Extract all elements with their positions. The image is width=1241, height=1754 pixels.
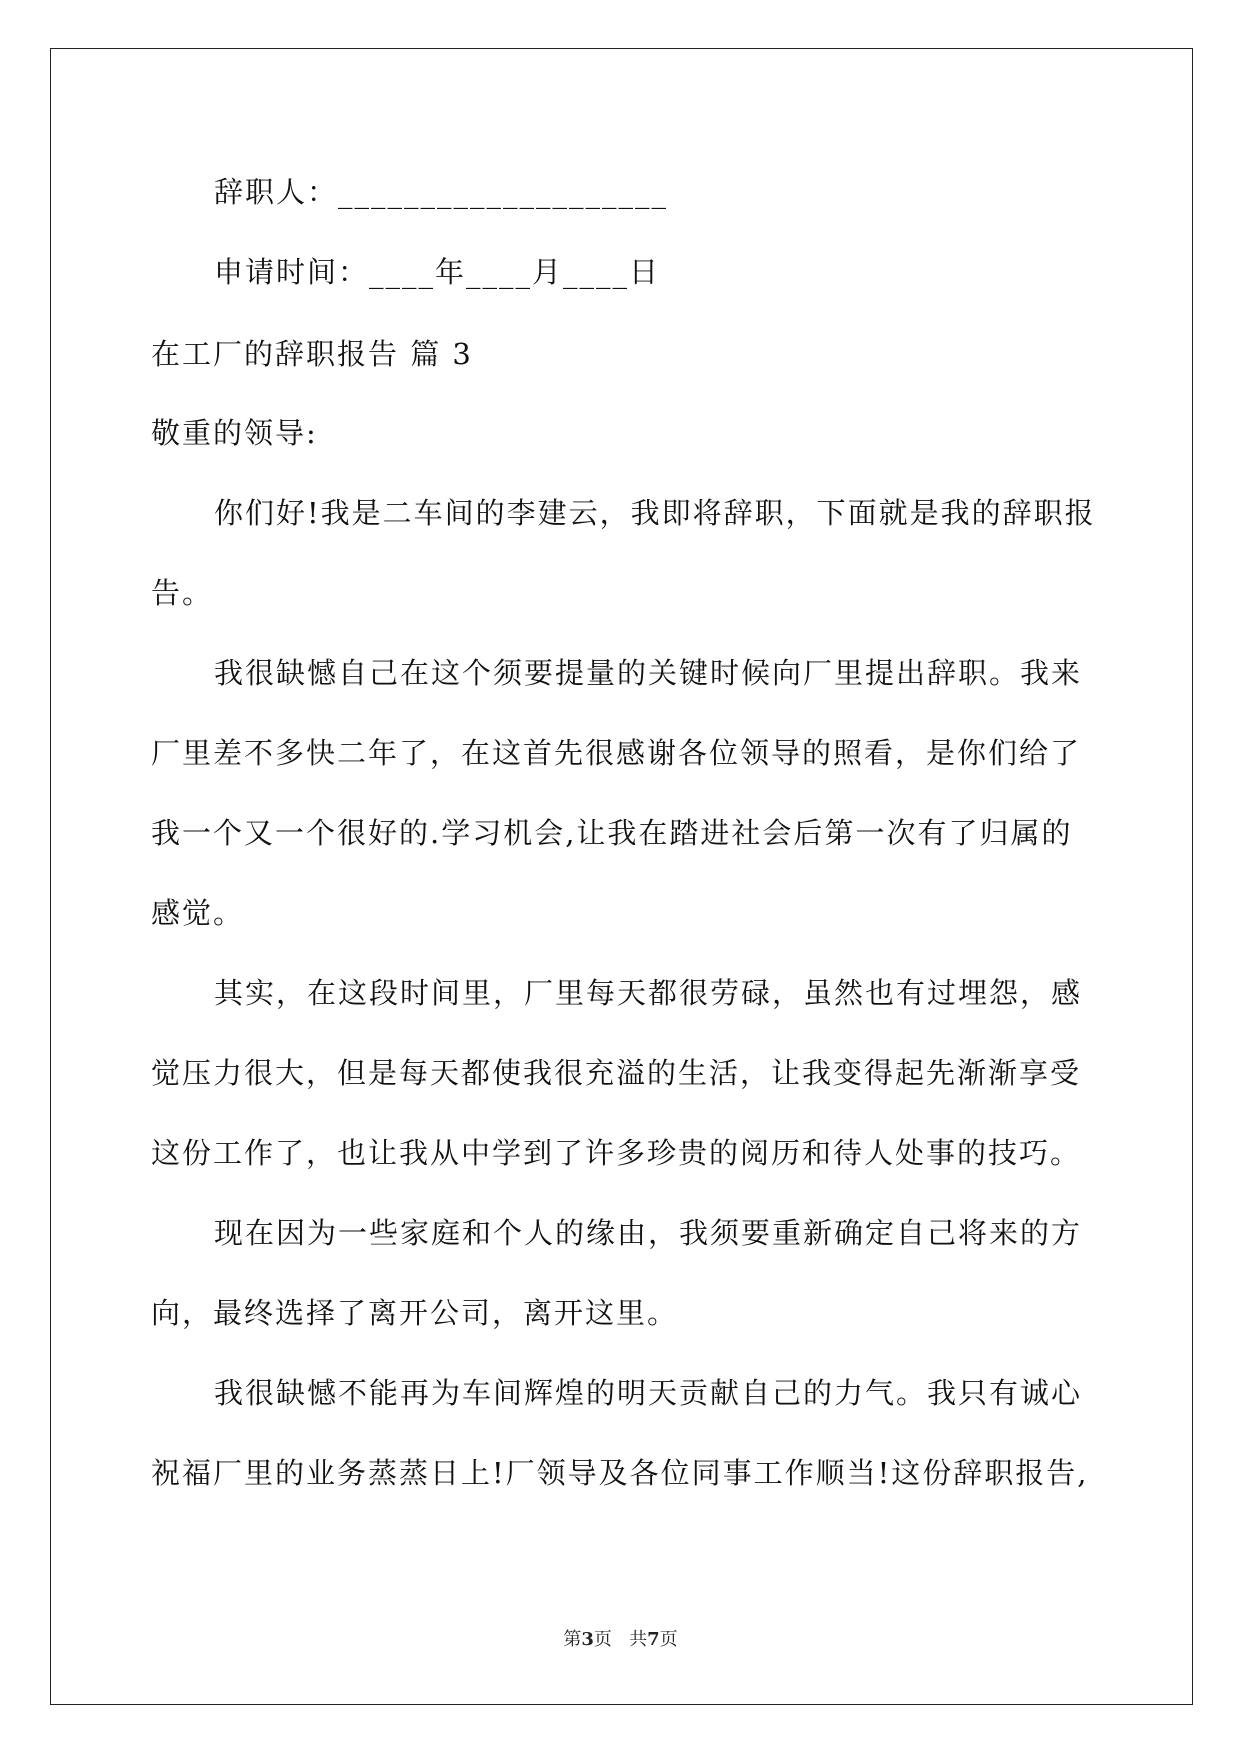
paragraph-line: 厂里差不多快二年了，在这首先很感谢各位领导的照看，是你们给了 <box>151 736 1082 770</box>
paragraph-line: 我很缺憾自己在这个须要提量的关键时候向厂里提出辞职。我来 <box>214 656 1083 690</box>
page-prefix: 第 <box>563 1629 582 1650</box>
paragraph-line: 告。 <box>151 576 214 610</box>
paragraph-line: 这份工作了，也让我从中学到了许多珍贵的阅历和待人处事的技巧。 <box>151 1136 1082 1170</box>
page-suffix: 页 <box>593 1629 612 1650</box>
paragraph-line: 其实，在这段时间里，厂里每天都很劳碌，虽然也有过埋怨，感 <box>214 976 1083 1010</box>
paragraph-line: 感觉。 <box>151 896 245 930</box>
paragraph-line: 向，最终选择了离开公司，离开这里。 <box>151 1296 679 1330</box>
section-title: 在工厂的辞职报告 篇 3 <box>151 337 473 371</box>
paragraph-line: 祝福厂里的业务蒸蒸日上!厂领导及各位同事工作顺当!这份辞职报告, <box>151 1456 1089 1490</box>
total-prefix: 共 <box>629 1629 648 1650</box>
paragraph-line: 现在因为一些家庭和个人的缘由，我须要重新确定自己将来的方 <box>214 1216 1083 1250</box>
page-footer <box>0 1628 1241 1652</box>
application-date-field: 申请时间：____年____月____日 <box>214 255 661 289</box>
paragraph-line: 觉压力很大，但是每天都使我很充溢的生活，让我变得起先渐渐享受 <box>151 1056 1082 1090</box>
total-suffix: 页 <box>659 1629 678 1650</box>
page-number: 3 <box>581 1629 594 1650</box>
salutation: 敬重的领导: <box>151 416 318 450</box>
paragraph-line: 我很缺憾不能再为车间辉煌的明天贡献自己的力气。我只有诚心 <box>214 1376 1083 1410</box>
total-pages: 7 <box>647 1629 660 1650</box>
paragraph-line: 我一个又一个很好的.学习机会,让我在踏进社会后第一次有了归属的 <box>151 816 1073 850</box>
paragraph-line: 你们好!我是二车间的李建云，我即将辞职，下面就是我的辞职报 <box>214 496 1096 530</box>
resigner-field: 辞职人：____________________ <box>214 175 669 209</box>
